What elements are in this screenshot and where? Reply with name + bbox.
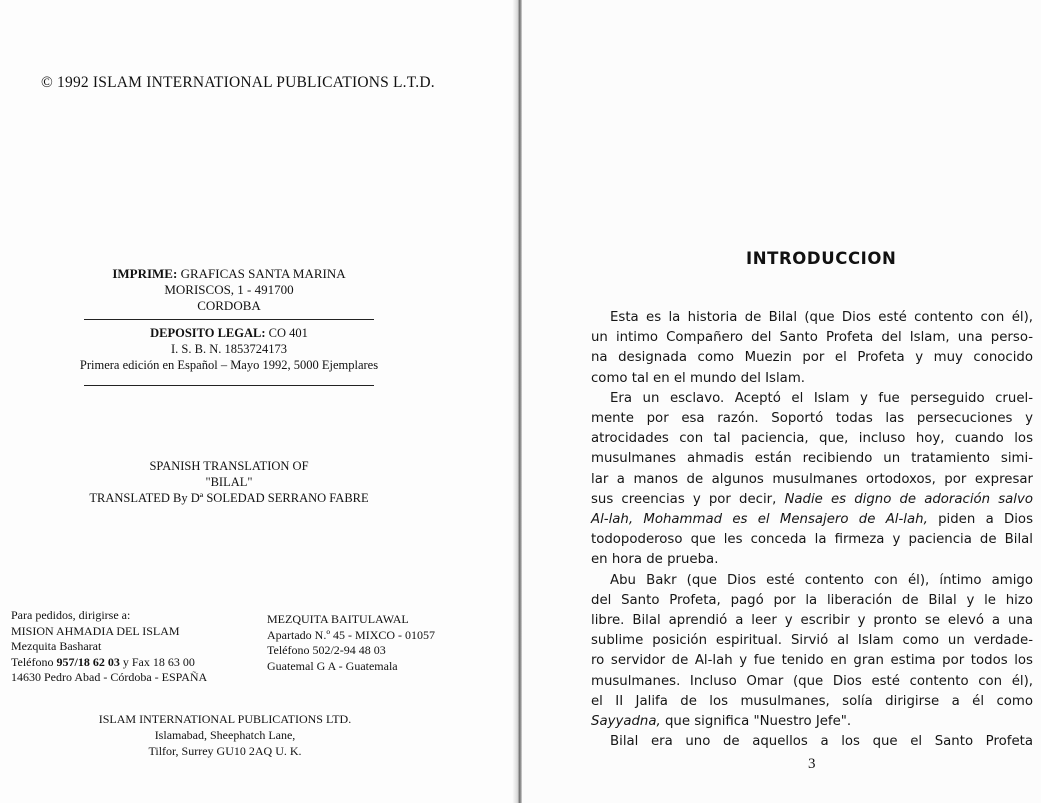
printer-address: MORISCOS, 1 - 491700	[164, 282, 294, 297]
printer-name: GRAFICAS SANTA MARINA	[177, 266, 346, 281]
publisher-line-2: Islamabad, Sheephatch Lane,	[154, 728, 296, 742]
text-line: como tal en el mundo del Islam.	[591, 370, 806, 386]
legal-deposit-label: DEPOSITO LEGAL:	[150, 326, 266, 340]
orders-phone-line	[11, 655, 207, 671]
publisher-line-1: ISLAM INTERNATIONAL PUBLICATIONS LTD.	[98, 712, 352, 726]
left-page	[0, 0, 519, 803]
text-fragment: piden a Dios	[927, 512, 1033, 528]
mosque-line-2: Apartado N.º 45 - MIXCO - 01057	[267, 627, 436, 642]
orders-phone-label: Teléfono	[11, 654, 57, 669]
orders-line-1: Para pedidos, dirigirse a:	[11, 608, 131, 622]
text-line: ro servidor de Al-lah y fue tenido en gran estima por todos los	[591, 653, 1033, 669]
intro-body	[591, 308, 1033, 752]
orders-line-3: Mezquita Basharat	[11, 639, 102, 653]
mosque-line-4: Guatemal G A - Guatemala	[267, 658, 398, 673]
orders-phone: 957/18 62 03	[56, 654, 120, 669]
text-line: musulmanes ahmadis están recibiendo un tratamiento simi-	[591, 451, 1033, 467]
printer-info	[84, 266, 374, 314]
orders-line-5: 14630 Pedro Abad - Córdoba - ESPAÑA	[11, 670, 208, 684]
orders-contact	[11, 608, 207, 686]
text-line: mente por esa razón. Soportó todas las persecuciones y	[591, 411, 1033, 427]
text-line: sublime posición espiritual. Sirvió al Islam como un verdade-	[591, 633, 1033, 649]
printer-label: IMPRIME:	[112, 266, 178, 281]
text-line: todopoderoso que les conceda la firmeza y paciencia de Bilal	[591, 532, 1033, 548]
translation-line-1: SPANISH TRANSLATION OF	[149, 459, 309, 473]
isbn: I. S. B. N. 1853724173	[171, 342, 287, 356]
mosque-line-3: Teléfono 502/2-94 48 03	[267, 643, 386, 657]
chapter-title: INTRODUCCION	[746, 249, 897, 268]
text-fragment: que significa "Nuestro Jefe".	[660, 714, 852, 730]
text-line-mixed	[591, 490, 1033, 510]
legal-deposit-line	[70, 325, 388, 341]
translation-line-2: "BILAL"	[205, 475, 253, 489]
text-line: un intimo Compañero del Santo Profeta del Islam, una perso-	[591, 330, 1033, 346]
text-line: musulmanes. Incluso Omar (que Dios esté contento con él),	[591, 673, 1033, 689]
page-number: 3	[808, 756, 816, 772]
text-line: Era un esclavo. Aceptó el Islam y fue perseguido cruel-	[610, 390, 1033, 406]
text-line: atrocidades con tal paciencia, que, incluso hoy, cuando los	[591, 431, 1033, 447]
text-line: libre. Bilal aprendió a leer y escribir y pronto se elevó a una	[591, 613, 1033, 629]
publisher-line-3: Tilfor, Surrey GU10 2AQ U. K.	[148, 744, 302, 758]
printer-city: CORDOBA	[197, 298, 261, 313]
translation-credits	[70, 458, 388, 506]
quote-italic: Nadie es digno de adoración salvo	[784, 491, 1033, 507]
divider-top	[84, 319, 374, 320]
text-fragment: sus creencias y por decir,	[591, 491, 785, 507]
text-line-mixed	[591, 712, 1033, 732]
printer-name-line	[84, 266, 374, 282]
text-line: na designada como Muezin por el Profeta y muy conocido	[591, 350, 1033, 366]
quote-italic: Al-lah, Mohammad es el Mensajero de Al-lah,	[591, 512, 928, 528]
text-line: el II Jalifa de los musulmanes, solía dirigirse a él como	[591, 693, 1033, 709]
divider-bottom	[84, 385, 374, 386]
text-line: del Santo Profeta, pagó por la liberación de Bilal y le hizo	[591, 592, 1033, 608]
text-line: Bilal era uno de aquellos a los que el Santo Profeta	[610, 734, 1033, 750]
edition-info: Primera edición en Español – Mayo 1992, 5000 Ejemplares	[79, 358, 379, 372]
quote-italic: Sayyadna,	[591, 714, 661, 730]
legal-info	[70, 325, 388, 373]
orders-line-2: MISION AHMADIA DEL ISLAM	[11, 623, 180, 638]
mosque-contact	[267, 612, 435, 674]
orders-fax: y Fax 18 63 00	[119, 654, 195, 669]
publisher-address	[60, 711, 390, 759]
legal-deposit-value: CO 401	[265, 326, 308, 340]
text-line: lar a manos de algunos musulmanes ortodoxos, por expresar	[591, 471, 1033, 487]
text-line: en hora de prueba.	[591, 552, 719, 568]
text-line: Esta es la historia de Bilal (que Dios esté contento con él),	[610, 310, 1033, 325]
mosque-line-1: MEZQUITA BAITULAWAL	[267, 612, 409, 626]
text-line-mixed	[591, 510, 1033, 530]
copyright-notice: © 1992 ISLAM INTERNATIONAL PUBLICATIONS L.T.D.	[41, 74, 435, 91]
text-line: Abu Bakr (que Dios esté contento con él), íntimo amigo	[610, 572, 1033, 588]
translation-line-3: TRANSLATED By Dª SOLEDAD SERRANO FABRE	[89, 491, 369, 505]
